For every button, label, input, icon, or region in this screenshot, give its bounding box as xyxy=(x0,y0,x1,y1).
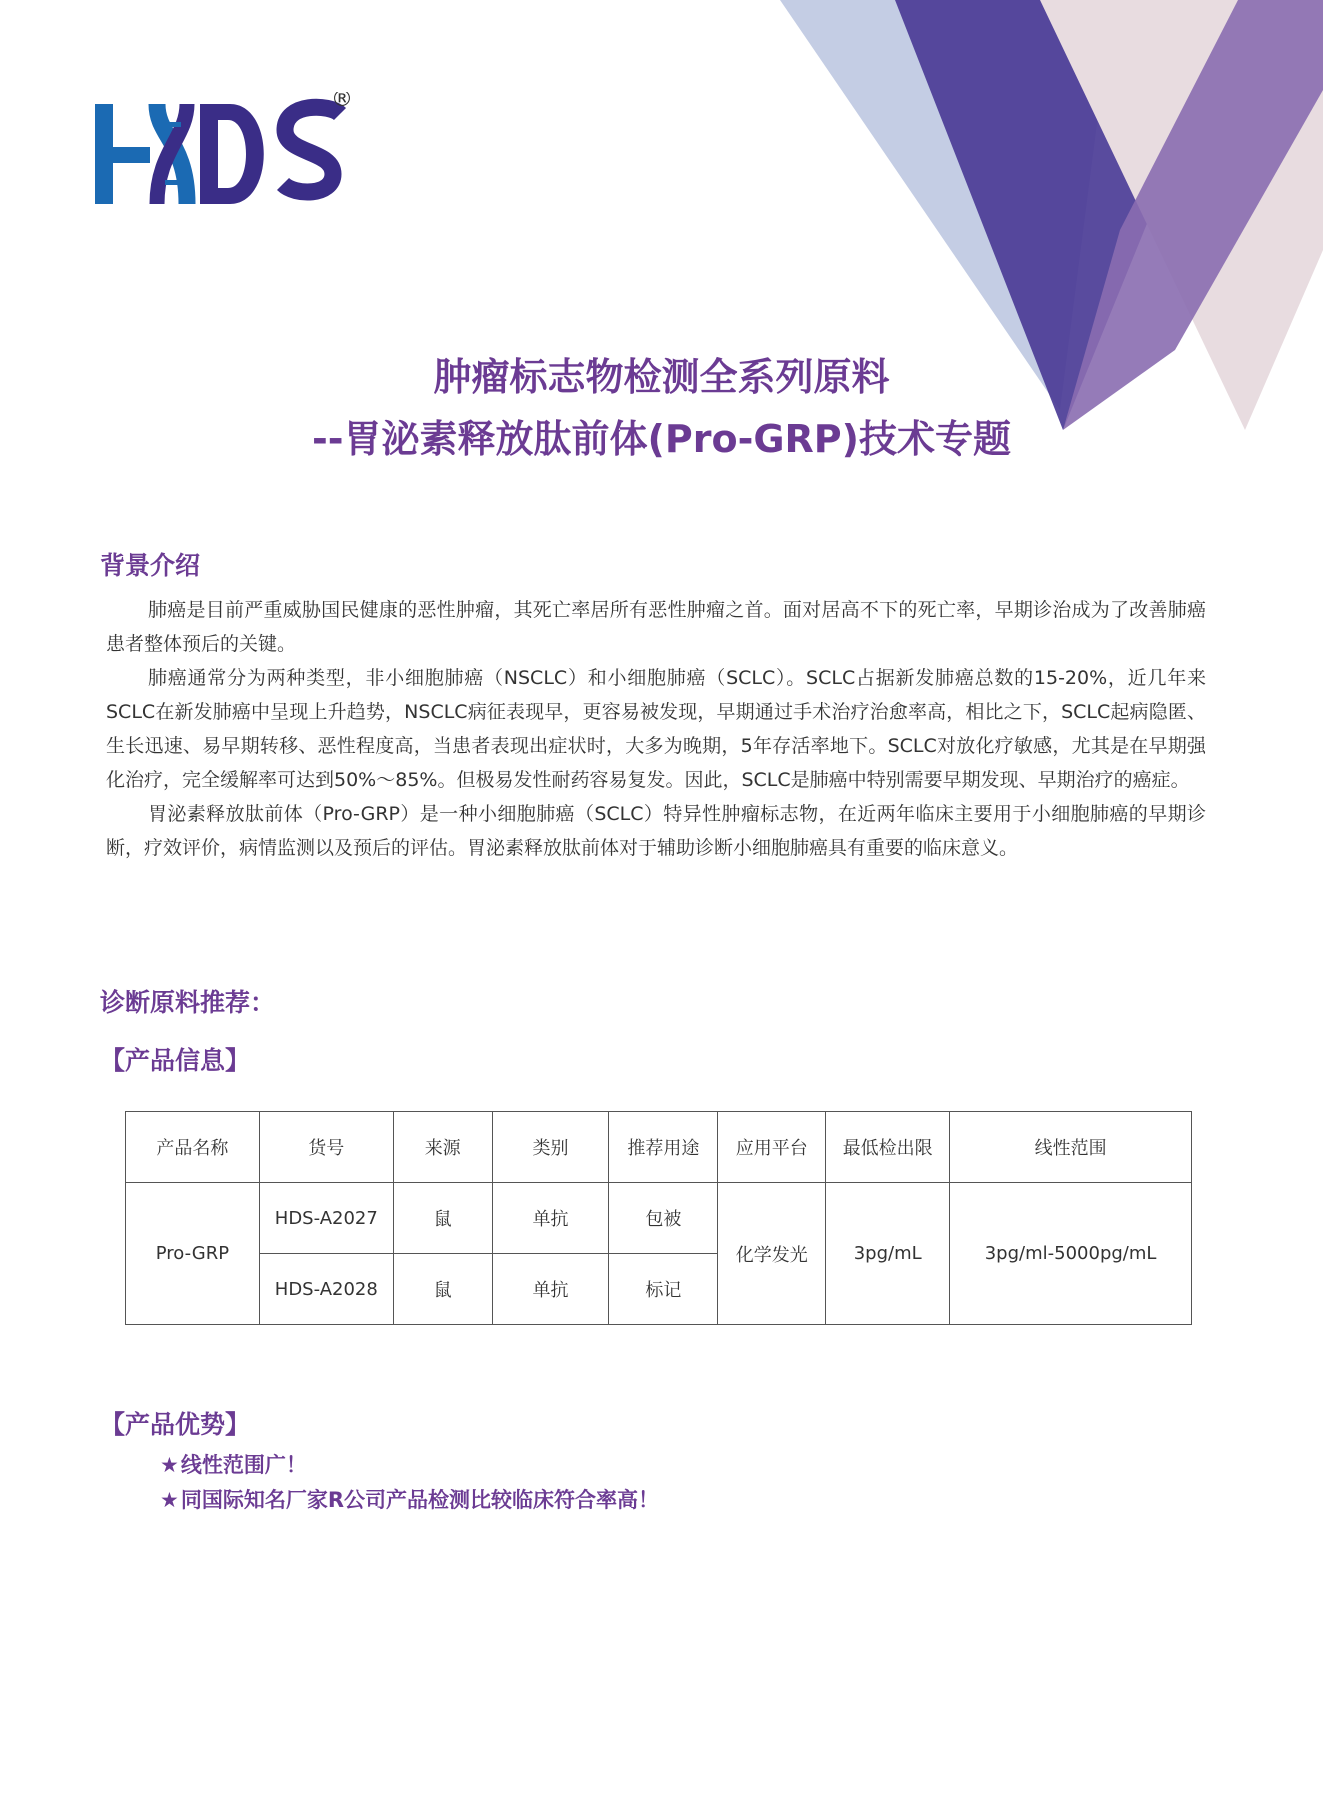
col-header: 来源 xyxy=(393,1112,492,1183)
star-icon: ★ xyxy=(160,1488,179,1512)
advantages-heading: 【产品优势】 xyxy=(100,1410,251,1439)
table-header-row xyxy=(126,1112,1192,1183)
linear-range-cell: 3pg/ml-5000pg/mL xyxy=(950,1183,1192,1325)
background-paragraph-3: 胃泌素释放肽前体（Pro-GRP）是一种小细胞肺癌（SCLC）特异性肿瘤标志物，在近两年临床主要用于小细胞肺癌的早期诊断，疗效评价，病情监测以及预后的评估。胃泌素释放肽前体对于辅助诊断小细胞肺癌具有重要的临床意义。 xyxy=(106,803,1206,859)
category-cell: 单抗 xyxy=(492,1183,609,1254)
table-row xyxy=(126,1183,1192,1254)
category-cell: 单抗 xyxy=(492,1254,609,1325)
catalog-cell: HDS-A2028 xyxy=(259,1254,393,1325)
star-icon: ★ xyxy=(160,1453,179,1477)
col-header: 最低检出限 xyxy=(826,1112,950,1183)
product-table xyxy=(125,1111,1192,1325)
advantage-item xyxy=(160,1490,659,1511)
col-header: 产品名称 xyxy=(126,1112,260,1183)
col-header: 应用平台 xyxy=(718,1112,826,1183)
background-paragraph-2: 肺癌通常分为两种类型，非小细胞肺癌（NSCLC）和小细胞肺癌（SCLC）。SCLC占据新发肺癌总数的15-20%，近几年来SCLC在新发肺癌中呈现上升趋势，NSCLC病征表现早，更容易被发现，早期通过手术治疗治愈率高，相比之下，SCLC起病隐匿、生长迅速、易早期转移、恶性程度高，当患者表现出症状时，大多为晚期，5年存活率地下。SCLC对放化疗敏感，尤其是在早期强化治疗，完全缓解率可达到50%～85%。但极易发性耐药容易复发。因此，SCLC是肺癌中特别需要早期发现、早期治疗的癌症。 xyxy=(106,667,1206,791)
logo-h-bar xyxy=(95,147,150,163)
col-header: 推荐用途 xyxy=(609,1112,718,1183)
background-paragraph-1: 肺癌是目前严重威胁国民健康的恶性肿瘤，其死亡率居所有恶性肿瘤之首。面对居高不下的死亡率，早期诊治成为了改善肺癌患者整体预后的关键。 xyxy=(106,599,1206,655)
logo-d xyxy=(200,104,264,204)
usage-cell: 标记 xyxy=(609,1254,718,1325)
col-header: 线性范围 xyxy=(950,1112,1192,1183)
hds-logo xyxy=(95,92,375,217)
platform-cell: 化学发光 xyxy=(718,1183,826,1325)
background-heading: 背景介绍 xyxy=(100,551,201,580)
catalog-cell: HDS-A2027 xyxy=(259,1183,393,1254)
product-name-cell: Pro-GRP xyxy=(126,1183,260,1325)
diagnosis-heading: 诊断原料推荐： xyxy=(100,988,276,1017)
col-header: 货号 xyxy=(259,1112,393,1183)
usage-cell: 包被 xyxy=(609,1183,718,1254)
title-line-2: --胃泌素释放肽前体(Pro-GRP)技术专题 xyxy=(311,417,1012,461)
advantage-item xyxy=(160,1455,307,1476)
registered-mark: ® xyxy=(331,92,353,112)
background-text xyxy=(106,593,1206,865)
advantage-text: 同国际知名厂家R公司产品检测比较临床符合率高！ xyxy=(180,1488,659,1512)
source-cell: 鼠 xyxy=(393,1183,492,1254)
source-cell: 鼠 xyxy=(393,1254,492,1325)
detection-limit-cell: 3pg/mL xyxy=(826,1183,950,1325)
col-header: 类别 xyxy=(492,1112,609,1183)
advantage-text: 线性范围广！ xyxy=(180,1453,307,1477)
product-info-heading: 【产品信息】 xyxy=(100,1046,251,1075)
logo-s xyxy=(283,107,340,192)
title-line-1: 肿瘤标志物检测全系列原料 xyxy=(433,355,890,399)
